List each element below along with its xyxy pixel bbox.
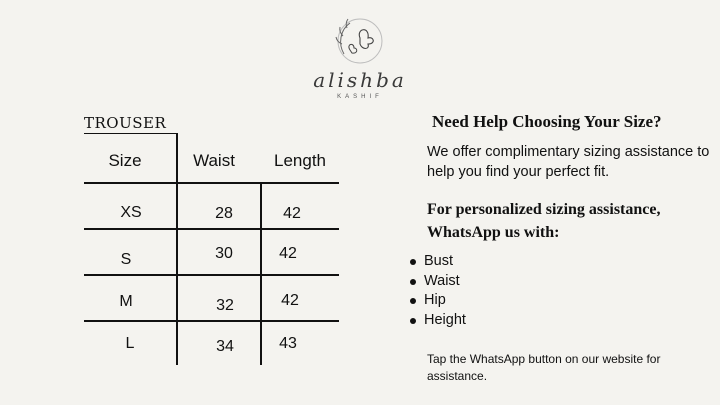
- list-item: Hip: [410, 291, 466, 311]
- personalized-heading: For personalized sizing assistance, WhatsApp us with:: [427, 201, 661, 241]
- header-size: Size: [108, 151, 142, 170]
- brand-name: alishba: [313, 68, 407, 92]
- header-waist: Waist: [193, 151, 235, 170]
- table-cell: 34: [216, 338, 234, 355]
- table-cell: 32: [216, 297, 234, 314]
- row-divider: [84, 274, 339, 276]
- help-title: Need Help Choosing Your Size?: [432, 112, 662, 131]
- list-item: Waist: [410, 272, 466, 292]
- table-cell: 30: [215, 245, 233, 262]
- table-cell: XS: [120, 204, 142, 221]
- header-divider: [84, 182, 339, 184]
- table-cell: 28: [215, 205, 233, 222]
- whatsapp-note: Tap the WhatsApp button on our website for assistance.: [427, 352, 661, 383]
- table-cell: 42: [283, 205, 301, 222]
- table-cell: 42: [281, 292, 299, 309]
- brand-subtitle: KASHIF: [337, 94, 383, 100]
- table-top-line: [84, 133, 176, 134]
- table-cell: 42: [279, 245, 297, 262]
- table-cell: L: [125, 335, 135, 352]
- table-title: TROUSER: [84, 114, 167, 132]
- list-item: Bust: [410, 252, 466, 272]
- butterfly-wreath-icon: [330, 14, 390, 70]
- row-divider: [84, 228, 339, 230]
- list-item: Height: [410, 311, 466, 331]
- table-cell: M: [119, 293, 133, 310]
- table-cell: S: [120, 251, 132, 268]
- header-length: Length: [274, 151, 326, 170]
- brand-logo: [298, 14, 422, 100]
- row-divider: [84, 320, 339, 322]
- table-cell: 43: [279, 335, 297, 352]
- help-text: We offer complimentary sizing assistance to help you find your perfect fit.: [427, 144, 710, 180]
- measurement-list: [410, 252, 466, 330]
- column-divider-1: [176, 133, 178, 365]
